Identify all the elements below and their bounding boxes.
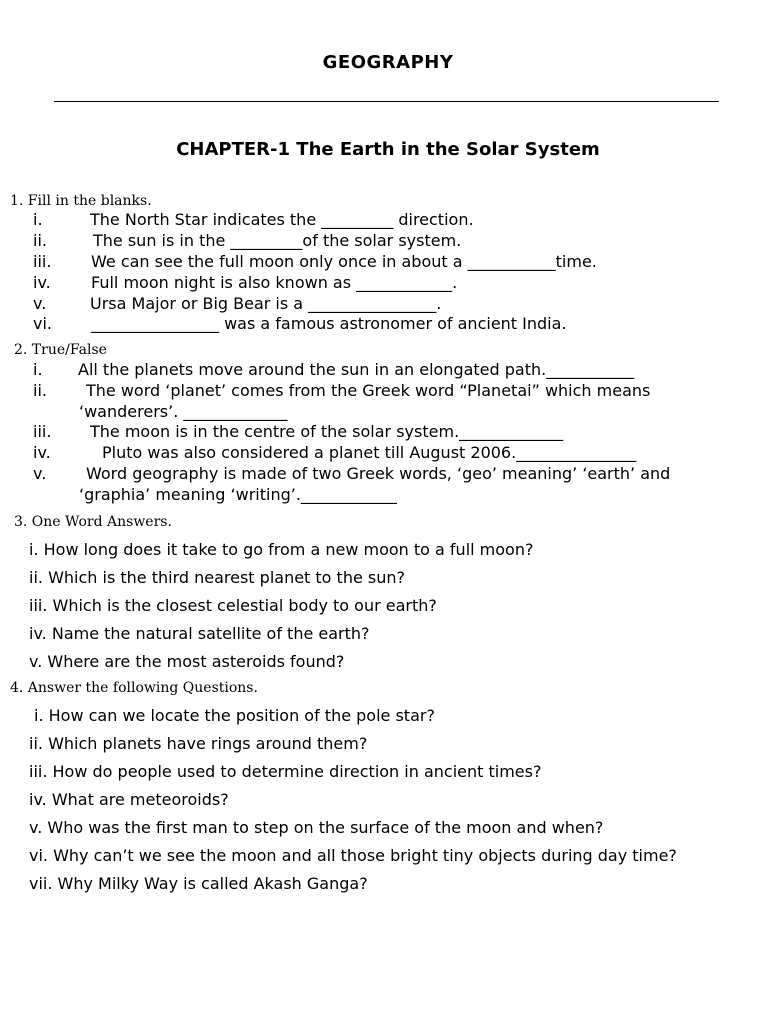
item-text: The sun is in the _________of the solar system. — [93, 231, 462, 250]
question-item: iii. Which is the closest celestial body to our earth? — [29, 596, 437, 615]
item-text: We can see the full moon only once in about a ___________time. — [91, 252, 597, 271]
item-text: The North Star indicates the _________ direction. — [90, 210, 474, 229]
question-item: vi. Why can’t we see the moon and all those bright tiny objects during day time? — [29, 846, 677, 865]
section-heading-true-false: 2. True/False — [14, 342, 107, 358]
section-heading-fill-blanks: 1. Fill in the blanks. — [10, 193, 152, 209]
item-text: ________________ was a famous astronomer of ancient India. — [91, 314, 567, 333]
question-item: iii. How do people used to determine direction in ancient times? — [29, 762, 542, 781]
item-number: ii. — [33, 381, 47, 400]
item-text: The word ‘planet’ comes from the Greek word “Planetai” which means — [86, 381, 651, 400]
list-item-continuation — [79, 485, 759, 505]
item-number: v. — [33, 464, 47, 483]
chapter-heading: CHAPTER-1 The Earth in the Solar System — [176, 139, 600, 160]
question-item: i. How can we locate the position of the pole star? — [34, 706, 435, 725]
item-text: The moon is in the centre of the solar system._____________ — [90, 422, 564, 441]
question-item: ii. Which is the third nearest planet to the sun? — [29, 568, 406, 587]
question-item: iv. Name the natural satellite of the earth? — [29, 624, 370, 643]
title-underline — [54, 101, 719, 102]
item-number: iii. — [33, 252, 52, 271]
item-number: vi. — [33, 314, 52, 333]
item-number: ii. — [33, 231, 47, 250]
item-text: Pluto was also considered a planet till August 2006._______________ — [102, 443, 637, 462]
page-title: GEOGRAPHY — [322, 52, 454, 73]
item-text: Ursa Major or Big Bear is a ________________. — [90, 294, 442, 313]
item-text: Full moon night is also known as ____________. — [91, 273, 458, 292]
item-number: iv. — [33, 443, 51, 462]
item-number: i. — [33, 210, 43, 229]
item-text: Word geography is made of two Greek words, ‘geo’ meaning’ ‘earth’ and — [86, 464, 671, 483]
question-item: vii. Why Milky Way is called Akash Ganga? — [29, 874, 368, 893]
section-heading-answer-questions: 4. Answer the following Questions. — [10, 680, 258, 696]
question-item: v. Where are the most asteroids found? — [29, 652, 345, 671]
item-number: iv. — [33, 273, 51, 292]
item-number: i. — [33, 360, 43, 379]
question-item: i. How long does it take to go from a new moon to a full moon? — [29, 540, 534, 559]
item-text: All the planets move around the sun in an elongated path.___________ — [78, 360, 635, 379]
item-text: ‘wanderers’. _____________ — [79, 402, 288, 421]
item-text: ‘graphia’ meaning ‘writing’.____________ — [79, 485, 397, 504]
question-item: v. Who was the first man to step on the surface of the moon and when? — [29, 818, 604, 837]
item-number: iii. — [33, 422, 52, 441]
section-heading-one-word: 3. One Word Answers. — [14, 514, 172, 530]
question-item: iv. What are meteoroids? — [29, 790, 229, 809]
item-number: v. — [33, 294, 47, 313]
list-item-continuation — [79, 402, 759, 422]
question-item: ii. Which planets have rings around them? — [29, 734, 368, 753]
